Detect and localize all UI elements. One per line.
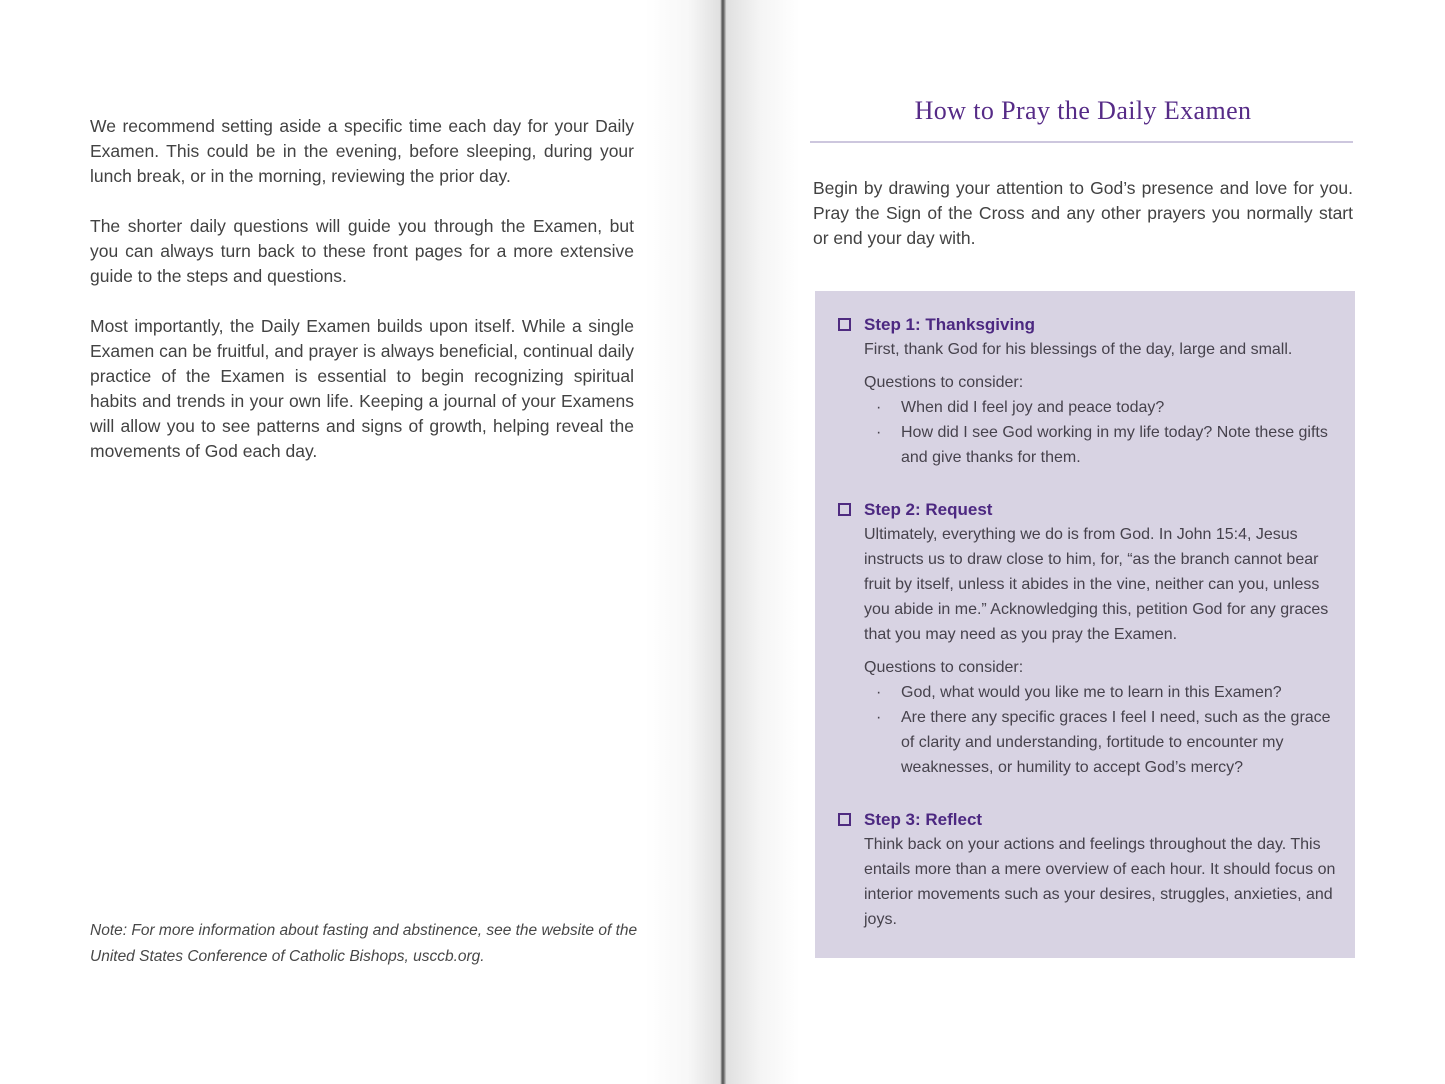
bullet-icon: · (876, 424, 882, 441)
question-text: How did I see God working in my life today? Note these gifts and give thanks for them. (901, 424, 1328, 466)
bullet-icon: · (876, 709, 882, 726)
step-1-thanksgiving (838, 312, 1339, 470)
question-text: When did I feel joy and peace today? (901, 399, 1165, 416)
step-title: Step 2: Request (864, 500, 993, 519)
step-title: Step 3: Reflect (864, 810, 983, 829)
page-title: How to Pray the Daily Examen (914, 96, 1252, 125)
left-page-body (90, 114, 634, 489)
step-3-reflect (838, 807, 1339, 932)
paragraph-shorter-questions: The shorter daily questions will guide you through the Examen, but you can always turn back to these front pages for a more extensive guide to the steps and questions. (90, 216, 634, 286)
questions-label: Questions to consider: (864, 659, 1024, 676)
paragraph-builds-upon-itself: Most importantly, the Daily Examen builds upon itself. While a single Examen can be fruitful, and prayer is always beneficial, continual daily practice of the Examen is essential to begin recognizing spiritual habits and trends in your own life. Keeping a journal of your Examens will allow you to see patterns and signs of growth, helping reveal the movements of God each day. (90, 316, 634, 461)
step-body: First, thank God for his blessings of the day, large and small. (864, 341, 1293, 358)
bullet-icon: · (876, 684, 882, 701)
question-bullet (864, 420, 1339, 470)
checkbox-icon (838, 503, 851, 516)
right-page (723, 0, 1445, 1084)
question-bullet (864, 705, 1339, 780)
examen-steps-panel (815, 291, 1355, 958)
step-3-content (864, 807, 1339, 932)
footnote-fasting-abstinence: Note: For more information about fasting and abstinence, see the website of the United States Conference of Catholic Bishops, usccb.org. (90, 922, 638, 965)
questions-label: Questions to consider: (864, 374, 1024, 391)
checkbox-icon (838, 318, 851, 331)
bullet-icon: · (876, 399, 882, 416)
intro-paragraph: Begin by drawing your attention to God’s presence and love for you. Pray the Sign of the Cross and any other prayers you normally start or end your day with. (813, 178, 1353, 248)
title-divider (810, 141, 1353, 143)
step-body: Think back on your actions and feelings throughout the day. This entails more than a mere overview of each hour. It should focus on interior movements such as your desires, struggles, anxieties, and joys. (864, 836, 1336, 928)
question-text: God, what would you like me to learn in this Examen? (901, 684, 1282, 701)
question-bullet (864, 395, 1339, 420)
step-title: Step 1: Thanksgiving (864, 315, 1035, 334)
step-2-request (838, 497, 1339, 780)
question-text: Are there any specific graces I feel I need, such as the grace of clarity and understanding, fortitude to encounter my weaknesses, or humility to accept God’s mercy? (901, 709, 1331, 776)
checkbox-icon (838, 813, 851, 826)
step-2-content (864, 497, 1339, 780)
left-page (0, 0, 722, 1084)
step-1-content (864, 312, 1339, 470)
paragraph-recommend-time: We recommend setting aside a specific time each day for your Daily Examen. This could be in the evening, before sleeping, during your lunch break, or in the morning, reviewing the prior day. (90, 116, 634, 186)
question-bullet (864, 680, 1339, 705)
step-body: Ultimately, everything we do is from God. In John 15:4, Jesus instructs us to draw close to him, for, “as the branch cannot bear fruit by itself, unless it abides in the vine, neither can you, unless you abide in me.” Acknowledging this, petition God for any graces that you may need as you pray the Examen. (864, 526, 1329, 643)
